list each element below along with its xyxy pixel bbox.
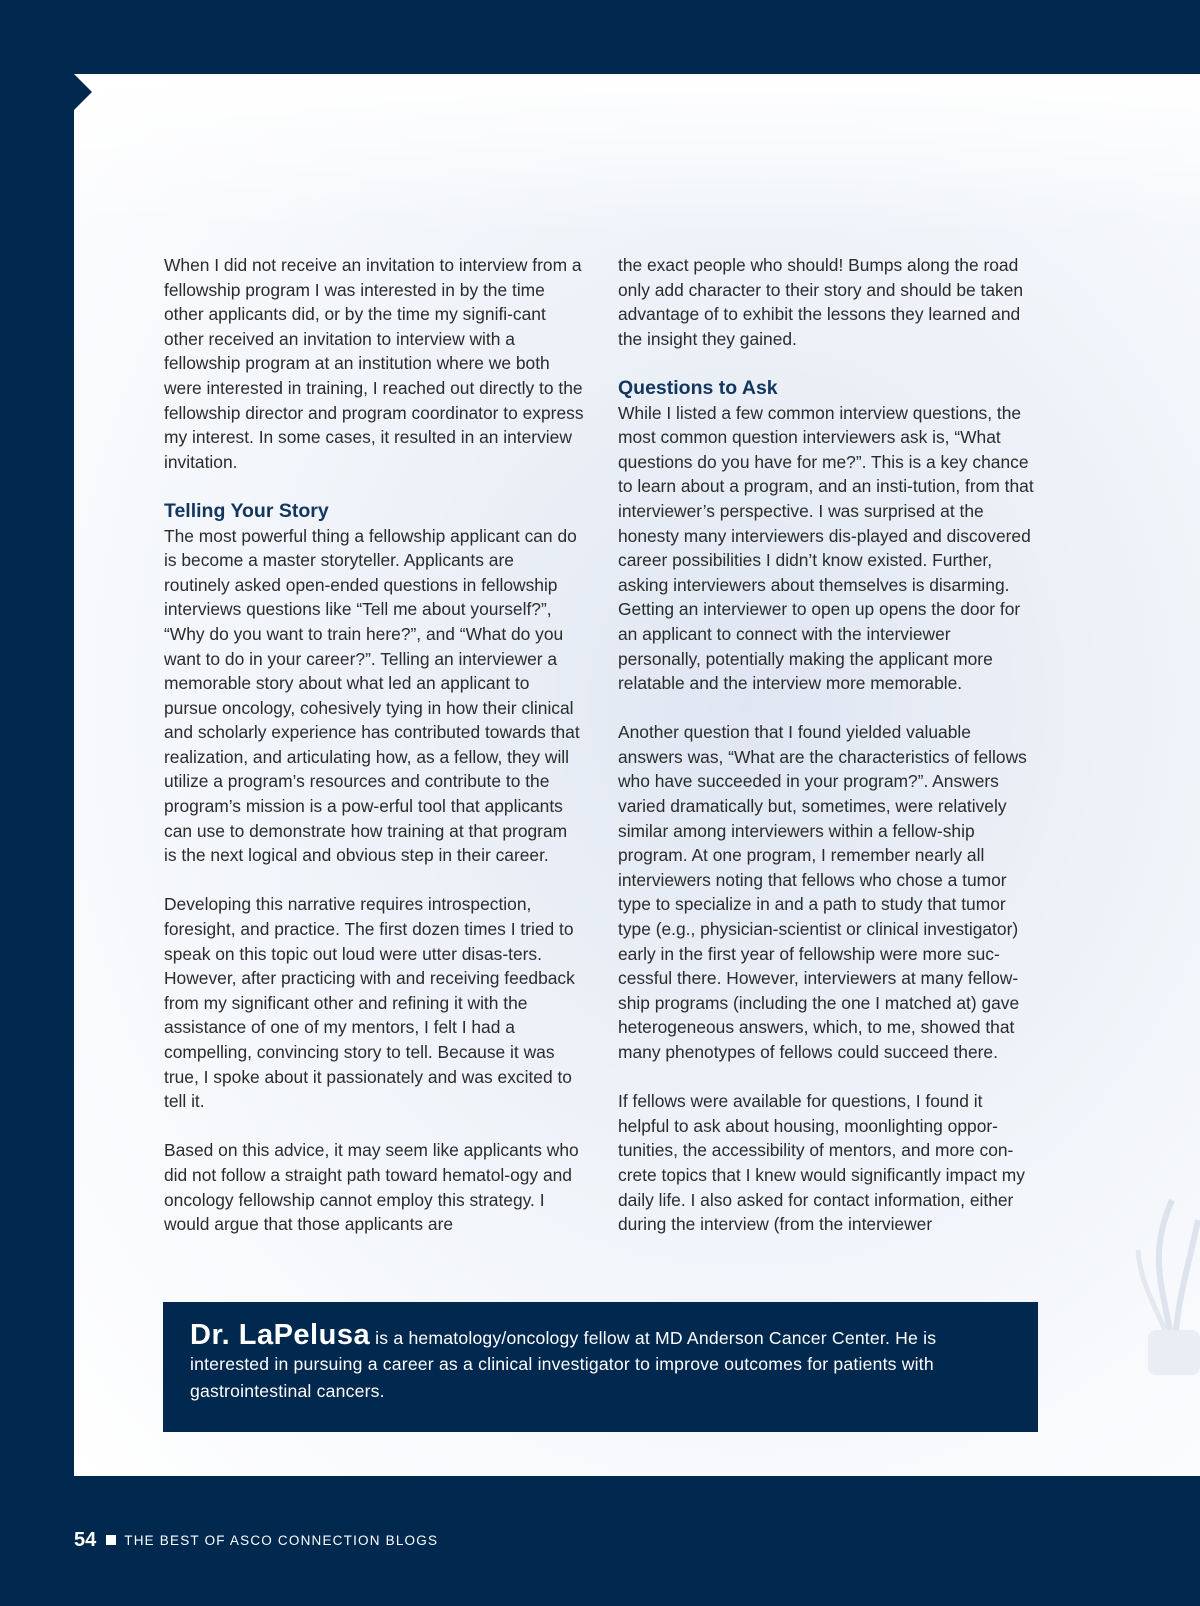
right-column	[618, 253, 1038, 1237]
section-heading-questions-to-ask: Questions to Ask	[618, 376, 778, 399]
publication-title: THE BEST OF ASCO CONNECTION BLOGS	[124, 1532, 439, 1548]
left-paragraph-4: Based on this advice, it may seem like applicants who did not follow a straight path toward hematol-ogy and oncology fellowship cannot employ this strategy. I would argue that those applicants are	[164, 1140, 579, 1235]
right-paragraph-3: Another question that I found yielded valuable answers was, “What are the characteristics of fellows who have succeeded in your program?”. Answers varied dramatically but, sometimes, were relatively similar among interviewers within a fellow-ship program. At one program, I remember nearly all interviewers noting that fellows who chose a tumor type to specialize in and a path to study that tumor type (e.g., physician-scientist or clinical investigator) early in the first year of fellowship were more suc-cessful there. However, interviewers at many fellow-ship programs (including the one I matched at) gave heterogeneous answers, which, to me, showed that many phenotypes of fellows could succeed there.	[618, 722, 1027, 1062]
author-name: Dr. LaPelusa	[190, 1319, 371, 1351]
right-paragraph-1: the exact people who should! Bumps along the road only add character to their story and should be taken advantage of to exhibit the lessons they learned and the insight they gained.	[618, 255, 1024, 349]
plant-decor-icon	[1110, 1180, 1200, 1420]
section-heading-telling-your-story: Telling Your Story	[164, 499, 329, 522]
page-number: 54	[74, 1528, 97, 1551]
top-band	[0, 0, 1200, 74]
right-paragraph-4: If fellows were available for questions, I found it helpful to ask about housing, moonlighting oppor-tunities, the accessibility of mentors, and more con-crete topics that I knew would significantly impact my daily life. I also asked for contact information, either during the interview (from the interviewer	[618, 1091, 1025, 1235]
left-paragraph-2: The most powerful thing a fellowship applicant can do is become a master storyteller. Applicants are routinely asked open-ended questions in fellowship interviews questions like “Tell me about yourself?”, “Why do you want to train here?”, and “What do you want to do in your career?”. Telling an interviewer a memorable story about what led an applicant to pursue oncology, cohesively tying in how their clinical and scholarly experience has contributed towards that realization, and articulating how, as a fellow, they will utilize a program’s resources and contribute to the program’s mission is a pow-erful tool that applicants can use to demonstrate how training at that program is the next logical and obvious step in their career.	[164, 525, 580, 866]
square-bullet-icon	[106, 1535, 116, 1545]
article-columns	[164, 253, 1038, 1237]
right-paragraph-2: While I listed a few common interview questions, the most common question interviewers ask is, “What questions do you have for me?”. This is a key chance to learn about a program, and an insti-tution, from that interviewer’s perspective. I was surprised at the honesty many interviewers dis-played and discovered career possibilities I didn’t know existed. Further, asking interviewers about themselves is disarming. Getting an interviewer to open up opens the door for an applicant to connect with the interviewer personally, potentially making the applicant more relatable and the interview more memorable.	[618, 402, 1034, 694]
author-bio-box	[163, 1302, 1038, 1432]
left-paragraph-3: Developing this narrative requires introspection, foresight, and practice. The first dozen times I tried to speak on this topic out loud were utter disas-ters. However, after practicing with and receiving feedback from my significant other and refining it with the assistance of one of my mentors, I felt I had a compelling, convincing story to tell. Because it was true, I spoke about it passionately and was excited to tell it.	[164, 894, 575, 1112]
left-paragraph-1: When I did not receive an invitation to interview from a fellowship program I was interested in by the time other applicants did, or by the time my signifi-cant other received an invitation to interview with a fellowship program at an institution where we both were interested in training, I reached out directly to the fellowship director and program coordinator to express my interest. In some cases, it resulted in an interview invitation.	[164, 255, 584, 472]
author-bio-text: is a hematology/oncology fellow at MD Anderson Cancer Center. He is interested in pursuing a career as a clinical investigator to improve outcomes for patients with gastrointestinal cancers.	[190, 1328, 937, 1401]
corner-notch	[74, 74, 92, 110]
left-column	[164, 253, 584, 1237]
page-footer	[74, 1528, 438, 1552]
